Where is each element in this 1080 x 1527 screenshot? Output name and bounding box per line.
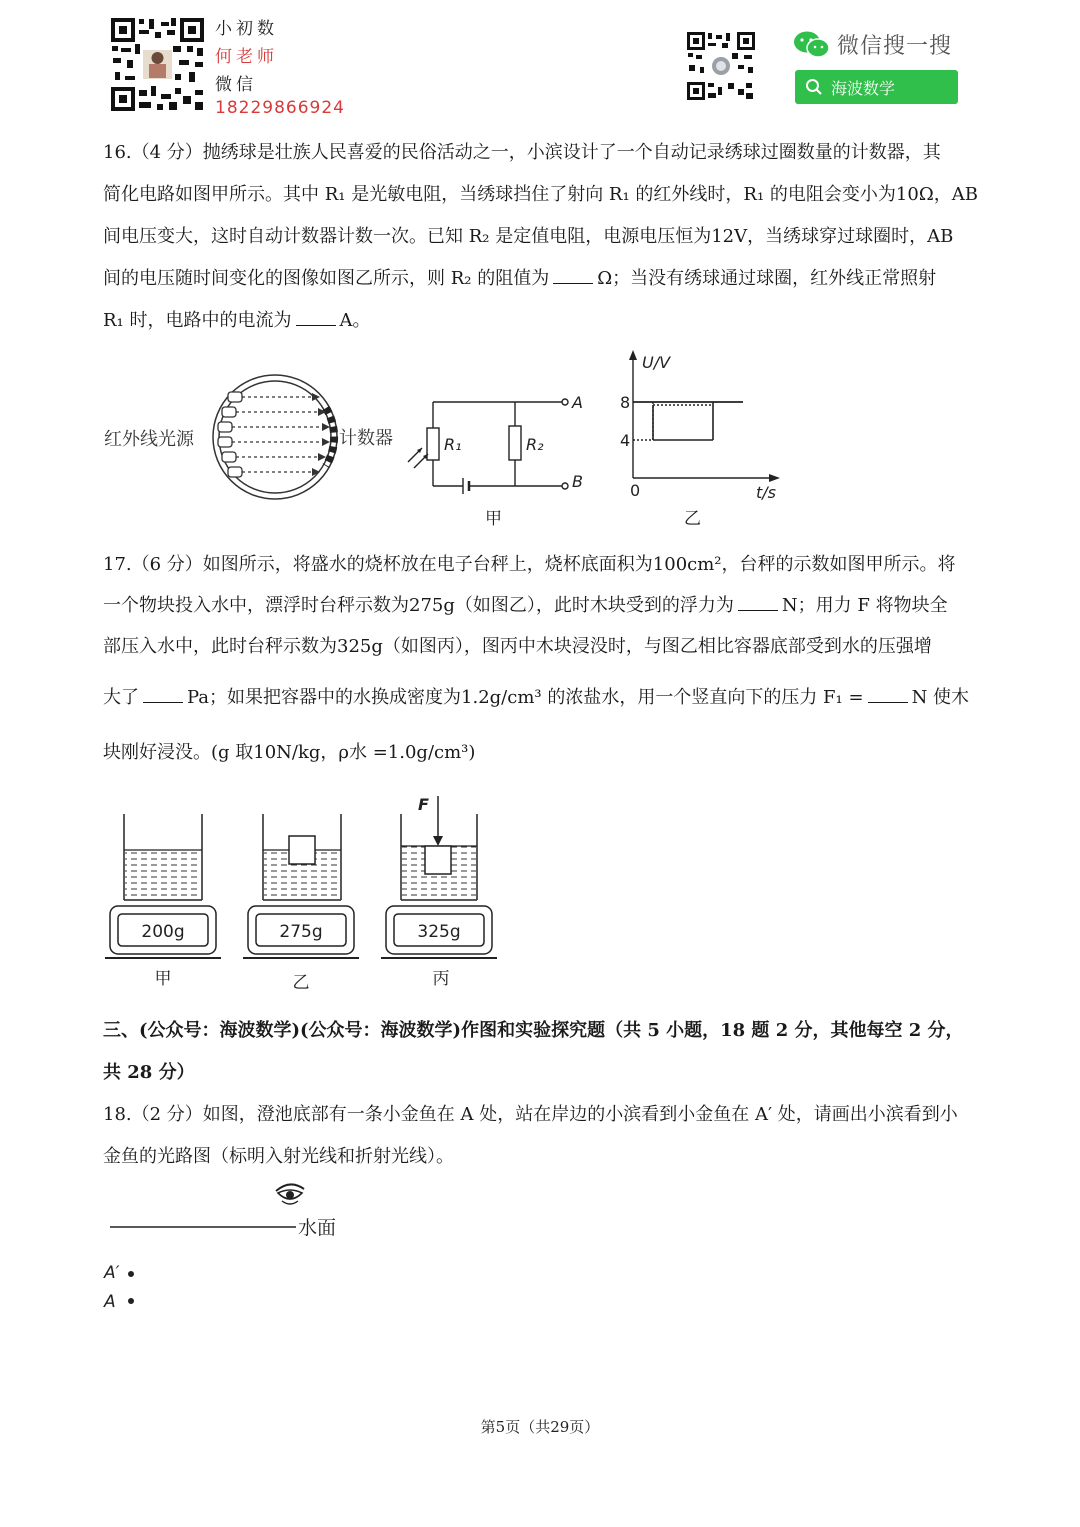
q16-light-source-label: 红外线光源 xyxy=(104,429,194,450)
section-3-title-line-2: 共 28 分） xyxy=(103,1062,195,1083)
graph-tick-low: 4 xyxy=(620,431,631,450)
scale-yi-caption: 乙 xyxy=(292,973,310,993)
point-a-prime-dot xyxy=(128,1271,134,1277)
graph-x-axis-label: t/s xyxy=(756,483,776,502)
q17-blank-buoyancy[interactable] xyxy=(738,596,778,611)
scale-yi-reading: 275g xyxy=(279,922,323,942)
scale-bing-reading: 325g xyxy=(417,922,461,942)
q16-blank-r2[interactable] xyxy=(553,269,593,284)
wechat-search-button[interactable] xyxy=(795,70,958,104)
q17-line-3: 部压入水中，此时台秤示数为325g（如图丙），图丙中木块浸没时，与图乙相比容器底部受到水的压强增 xyxy=(103,636,932,657)
q17-line-4 xyxy=(103,683,969,709)
q17-line-4-text: 大了 xyxy=(103,687,139,708)
q16-line-4-text: 间的电压随时间变化的图像如图乙所示，则 R₂ 的阻值为 xyxy=(103,268,550,289)
water-surface-label: 水面 xyxy=(298,1217,337,1239)
scale-jia xyxy=(105,814,221,989)
q17-blank-force[interactable] xyxy=(868,688,908,703)
q16-line-4 xyxy=(103,264,936,290)
q16-line-5-text: R₁ 时，电路中的电流为 xyxy=(103,310,292,331)
point-a-dot xyxy=(128,1298,134,1304)
q16-line-5 xyxy=(103,306,371,332)
scale-bing xyxy=(381,795,497,989)
point-a-label: A xyxy=(572,393,583,412)
qr-pattern xyxy=(109,16,206,113)
point-a-label-fish: A xyxy=(104,1292,116,1312)
qr-pattern-2 xyxy=(686,31,756,101)
force-arrowhead xyxy=(433,836,443,846)
wechat-search-brand xyxy=(793,29,952,60)
q17-figure xyxy=(100,790,500,995)
contact-line-3: 微信 xyxy=(215,75,257,95)
page-number: 第5页（共29页） xyxy=(480,1418,600,1436)
point-a-prime-label: A′ xyxy=(104,1263,120,1283)
wechat-title: 微信搜一搜 xyxy=(837,34,953,59)
contact-phone: 18229866924 xyxy=(215,98,345,118)
q16-figure xyxy=(100,350,800,535)
contact-line-2: 何老师 xyxy=(215,47,278,67)
q18-figure xyxy=(100,1175,360,1315)
wechat-logo-icon xyxy=(793,30,831,60)
point-b-label: B xyxy=(572,472,583,491)
scale-jia-reading: 200g xyxy=(141,922,185,942)
q16-line-5-tail: A。 xyxy=(339,310,371,331)
q17-line-4-mid: Pa；如果把容器中的水换成密度为1.2g/cm³ 的浓盐水，用一个竖直向下的压力 F₁ = xyxy=(187,687,864,708)
q16-line-3: 间电压变大，这时自动计数器计数一次。已知 R₂ 是定值电阻，电源电压恒为12V，当绣球穿过球圈时，AB xyxy=(103,226,954,247)
q17-line-2-text: 一个物块投入水中，漂浮时台秤示数为275g（如图乙），此时木块受到的浮力为 xyxy=(103,595,734,616)
q16-blank-current[interactable] xyxy=(296,311,336,326)
section-3-title-line-1: 三、(公众号：海波数学)(公众号：海波数学)作图和实验探究题（共 5 小题，18 题 2 分，其他每空 2 分， xyxy=(103,1020,964,1041)
scale-bing-caption: 丙 xyxy=(432,969,450,989)
q16-line-1: 16.（4 分）抛绣球是壮族人民喜爱的民俗活动之一，小滨设计了一个自动记录绣球过圈数量的计数器，其 xyxy=(103,142,941,163)
q16-counter-label: 计数器 xyxy=(339,428,393,449)
q17-line-2 xyxy=(103,591,948,617)
scale-yi xyxy=(243,814,359,993)
q16-line-4-tail: Ω；当没有绣球通过球圈，红外线正常照射 xyxy=(597,268,937,289)
q18-line-1: 18.（2 分）如图，澄池底部有一条小金鱼在 A 处，站在岸边的小滨看到小金鱼在 A′ 处，请画出小滨看到小 xyxy=(103,1104,958,1125)
contact-line-1: 小初数 xyxy=(215,19,278,39)
wechat-qr-code xyxy=(686,31,756,101)
graph-tick-high: 8 xyxy=(620,393,631,412)
q17-blank-pressure[interactable] xyxy=(143,688,183,703)
q17-line-2-tail: N；用力 F 将物块全 xyxy=(781,595,948,616)
circuit-diagram xyxy=(408,399,568,494)
q16-line-2: 简化电路如图甲所示。其中 R₁ 是光敏电阻，当绣球挡住了射向 R₁ 的红外线时，R₁ 的电阻会变小为10Ω，AB xyxy=(103,184,978,205)
r1-label: R₁ xyxy=(444,435,462,454)
search-icon xyxy=(805,78,823,96)
figure-caption-b: 乙 xyxy=(684,509,701,529)
force-label: F xyxy=(418,795,429,814)
graph-y-axis-label: U/V xyxy=(642,353,671,372)
q17-line-5: 块刚好浸没。(g 取10N/kg，ρ水 =1.0g/cm³) xyxy=(103,742,476,763)
q18-line-2: 金鱼的光路图（标明入射光线和折射光线）。 xyxy=(103,1146,454,1167)
r2-label: R₂ xyxy=(526,435,544,454)
voltage-time-graph xyxy=(633,356,775,478)
eye-icon xyxy=(276,1184,304,1204)
graph-origin-label: 0 xyxy=(630,481,641,500)
q17-line-1: 17.（6 分）如图所示，将盛水的烧杯放在电子台秤上，烧杯底面积为100cm²，台秤的示数如图甲所示。将 xyxy=(103,554,956,575)
contact-qr-code xyxy=(109,16,206,113)
q17-line-4-tail: N 使木 xyxy=(911,687,970,708)
wechat-search-label: 海波数学 xyxy=(831,78,896,98)
ir-rays xyxy=(232,397,322,472)
scale-jia-caption: 甲 xyxy=(154,969,172,989)
figure-caption-a: 甲 xyxy=(485,509,502,529)
